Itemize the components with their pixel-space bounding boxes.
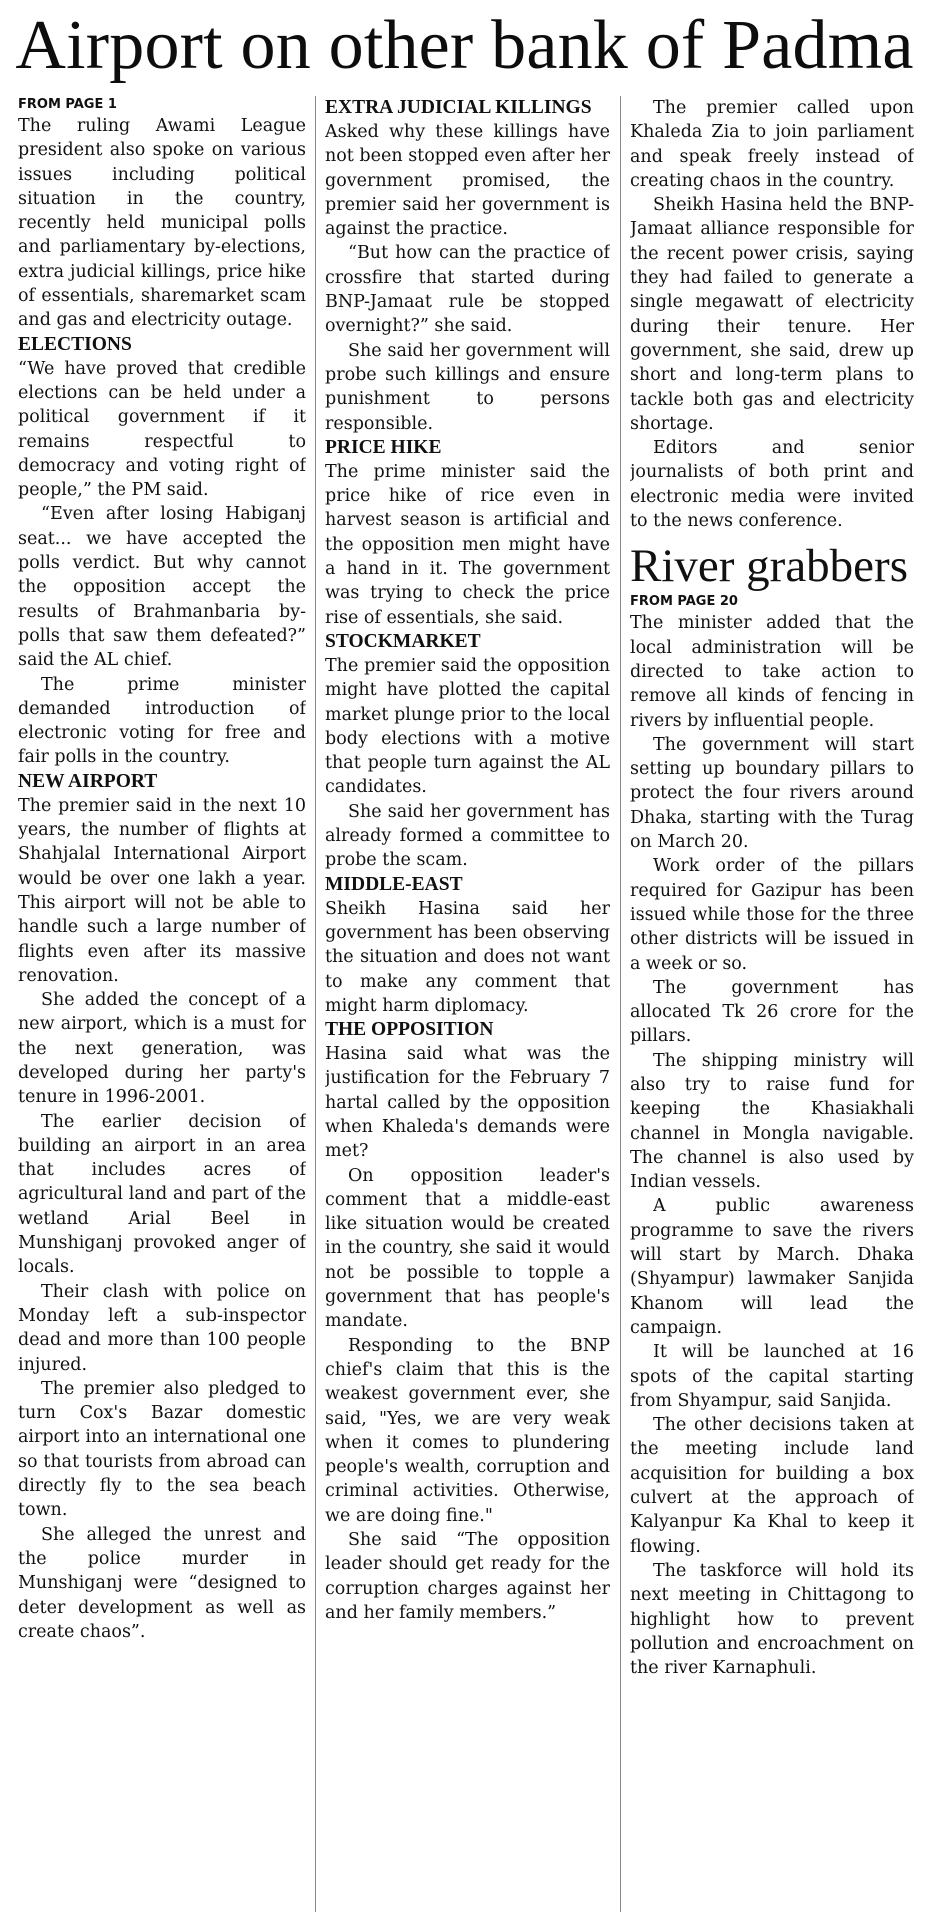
paragraph: She said her government will probe such killings and ensure punishment to persons responsible.	[325, 340, 610, 434]
paragraph: The prime minister demanded introduction of electronic voting for free and fair polls in the country.	[18, 674, 306, 768]
paragraph: Editors and senior journalists of both print and electronic media were invited to the news conference.	[630, 438, 914, 532]
paragraph: The prime minister said the price hike of rice even in harvest season is artificial and the opposition men might have a hand in it. The government was trying to check the price rise of essentials, she said.	[325, 461, 610, 628]
paragraph: The government will start setting up boundary pillars to protect the four rivers around Dhaka, starting with the Turag on March 20.	[630, 734, 914, 853]
paragraph: It will be launched at 16 spots of the capital starting from Shyampur, said Sanjida.	[630, 1342, 914, 1411]
paragraph: She alleged the unrest and the police murder in Munshiganj were “designed to deter development as well as create chaos”.	[18, 1524, 306, 1642]
paragraph: The minister added that the local administration will be directed to take action to remove all kinds of fencing in rivers by influential people.	[630, 613, 914, 731]
paragraph: Responding to the BNP chief's claim that this is the weakest government ever, she said, "Yes, we are very weak when it comes to plundering people's wealth, corruption and criminal activities. Otherwise, we are doing fine."	[325, 1335, 610, 1526]
paragraph: The shipping ministry will also try to raise fund for keeping the Khasiakhali channel in Mongla navigable. The channel is also used by Indian vessels.	[630, 1050, 914, 1193]
paragraph: Work order of the pillars required for Gazipur has been issued while those for the three other districts will be issued in a week or so.	[630, 856, 914, 974]
story-headline-river-grabbers: River grabbers	[630, 540, 908, 593]
paragraph: A public awareness programme to save the rivers will start by March. Dhaka (Shyampur) lawmaker Sanjida Khanom will lead the campaign.	[630, 1196, 914, 1338]
column-rule	[620, 96, 621, 1912]
paragraph: The premier called upon Khaleda Zia to join parliament and speak freely instead of creating chaos in the country.	[630, 98, 914, 191]
paragraph: The government has allocated Tk 26 crore for the pillars.	[630, 977, 914, 1047]
article-column-2	[325, 96, 610, 1916]
continuation-kicker: FROM PAGE 1	[18, 97, 117, 112]
main-headline: Airport on other bank of Padma	[15, 7, 914, 84]
paragraph: Sheikh Hasina said her government has been observing the situation and does not want to make any comment that might harm diplomacy.	[325, 898, 610, 1016]
paragraph: Their clash with police on Monday left a sub-inspector dead and more than 100 people injured.	[18, 1281, 306, 1375]
paragraph: On opposition leader's comment that a middle-east like situation would be created in the country, she said it would not be possible to topple a government that has people's mandate.	[325, 1165, 610, 1332]
paragraph: The premier said the opposition might have plotted the capital market plunge prior to the local body elections with a motive that people turn against the AL candidates.	[325, 655, 610, 798]
article-column-1	[18, 96, 306, 1916]
subhead-the-opposition: THE OPPOSITION	[325, 1019, 494, 1041]
paragraph: Hasina said what was the justification for the February 7 hartal called by the opposition when Khaleda's demands were met?	[325, 1044, 610, 1162]
paragraph: The earlier decision of building an airport in an area that includes acres of agricultural land and part of the wetland Arial Beel in Munshiganj provoked anger of locals.	[18, 1111, 306, 1278]
paragraph: Asked why these killings have not been stopped even after her government promised, the premier said her government is against the practice.	[325, 122, 610, 240]
subhead-stockmarket: STOCKMARKET	[325, 630, 481, 652]
column-rule	[315, 96, 316, 1912]
paragraph: She said “The opposition leader should get ready for the corruption charges against her and her family members.”	[325, 1530, 610, 1623]
subhead-elections: ELECTIONS	[18, 333, 132, 355]
continuation-kicker: FROM PAGE 20	[630, 594, 738, 610]
paragraph: The taskforce will hold its next meeting in Chittagong to highlight how to prevent pollution and encroachment on the river Karnaphuli.	[630, 1560, 914, 1679]
paragraph: Sheikh Hasina held the BNP-Jamaat alliance responsible for the recent power crisis, saying they had failed to generate a single megawatt of electricity during their tenure. Her government, she said, drew up short and long-term plans to tackle both gas and electricity shortage.	[630, 195, 914, 434]
paragraph: “But how can the practice of crossfire that started during BNP-Jamaat rule be stopped overnight?” she said.	[325, 243, 610, 337]
paragraph: “We have proved that credible elections can be held under a political government if it remains respectful to democracy and voting right of people,” the PM said.	[18, 358, 306, 501]
subhead-extra-judicial-killings: EXTRA JUDICIAL KILLINGS	[325, 97, 592, 118]
paragraph: The premier also pledged to turn Cox's Bazar domestic airport into an international one so that tourists from abroad can directly fly to the sea beach town.	[18, 1378, 306, 1521]
paragraph: She said her government has already formed a committee to probe the scam.	[325, 801, 610, 871]
paragraph: The premier said in the next 10 years, the number of flights at Shahjalal International Airport would be over one lakh a year. This airport will not be able to handle such a large number of flights even after its massive renovation.	[18, 795, 306, 986]
subhead-price-hike: PRICE HIKE	[325, 436, 442, 458]
paragraph: The ruling Awami League president also spoke on various issues including political situation in the country, recently held municipal polls and parliamentary by-elections, extra judicial killings, price hike of essentials, sharemarket scam and gas and electricity outage.	[18, 116, 306, 331]
article-column-3	[630, 96, 914, 1916]
paragraph: She added the concept of a new airport, which is a must for the next generation, was developed during her party's tenure in 1996-2001.	[18, 990, 306, 1108]
paragraph: “Even after losing Habiganj seat... we have accepted the polls verdict. But why cannot the opposition accept the results of Brahmanbaria by-polls that saw them defeated?” said the AL chief.	[18, 504, 306, 671]
subhead-new-airport: NEW AIRPORT	[18, 770, 158, 792]
subhead-middle-east: MIDDLE-EAST	[325, 873, 463, 895]
paragraph: The other decisions taken at the meeting include land acquisition for building a box culvert at the approach of Kalyanpur Ka Khal to keep it flowing.	[630, 1415, 914, 1557]
